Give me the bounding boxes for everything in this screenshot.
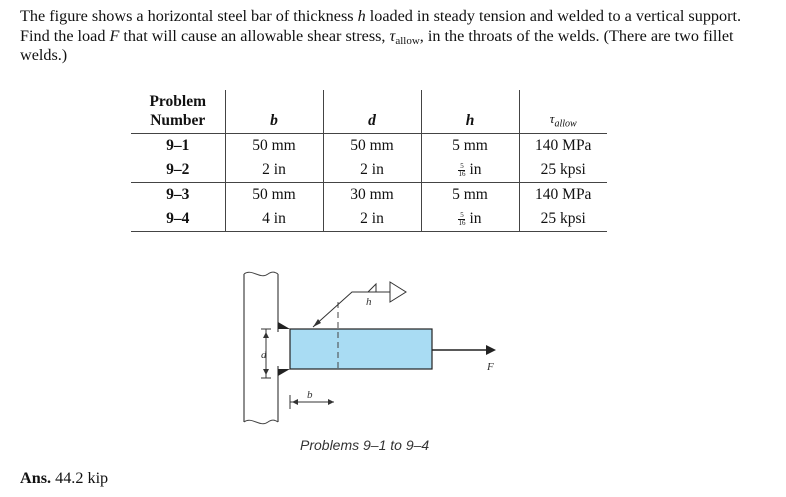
header-tau-allow — [519, 90, 607, 134]
header-tau-subscript: allow — [554, 119, 577, 130]
dimension-b-arrow-right — [328, 399, 334, 405]
tau-subscript: allow — [395, 34, 420, 47]
cell-b: 2 in — [225, 158, 323, 183]
problem-statement — [20, 7, 770, 66]
cell-tau: 25 kpsi — [519, 158, 607, 183]
cell-h: 5 mm — [421, 134, 519, 159]
answer — [20, 469, 108, 488]
label-d: d — [261, 349, 267, 361]
cell-h: 5 mm — [421, 183, 519, 208]
fillet-weld-top — [278, 322, 290, 329]
steel-bar — [290, 329, 432, 369]
problem-text-part: loaded in steady tension and welded to a vertical support. Find the load — [20, 7, 742, 45]
fillet-weld-bottom — [278, 369, 290, 376]
cell-d: 50 mm — [323, 134, 421, 159]
weld-leader-line — [313, 292, 390, 327]
header-d: d — [323, 90, 421, 134]
table-header-row — [131, 90, 607, 134]
problem-text-part: The figure shows a horizontal steel bar of thickness — [20, 7, 358, 25]
figure-caption: Problems 9–1 to 9–4 — [300, 437, 430, 453]
problem-text-part: , in the throats of the welds. (There are two fillet welds.) — [20, 26, 734, 64]
tau-symbol: τ — [389, 26, 396, 45]
weld-figure — [230, 262, 520, 437]
table-row — [131, 158, 607, 183]
fraction — [458, 163, 465, 178]
unit: in — [469, 210, 482, 227]
cell-problem-number: 9–3 — [166, 186, 190, 203]
answer-value: 44.2 kip — [55, 469, 109, 487]
wall-break-top — [244, 272, 278, 276]
label-h: h — [366, 296, 372, 308]
cell-h — [421, 158, 519, 183]
fraction-numerator: 5 — [460, 210, 464, 219]
cell-d: 30 mm — [323, 183, 421, 208]
cell-tau: 140 MPa — [519, 183, 607, 208]
force-arrow-head — [486, 345, 496, 355]
header-h: h — [421, 90, 519, 134]
cell-tau: 140 MPa — [519, 134, 607, 159]
cell-b: 4 in — [225, 207, 323, 232]
problem-text-part: that will cause an allowable shear stress, — [119, 26, 390, 45]
label-F: F — [487, 361, 494, 373]
dimension-b-arrow-left — [292, 399, 298, 405]
cell-b: 50 mm — [225, 183, 323, 208]
variable-h: h — [357, 7, 366, 25]
dimension-d-arrow-bottom — [263, 369, 269, 375]
table-row — [131, 183, 607, 208]
header-problem-number: Problem Number — [131, 90, 225, 134]
header-tau-symbol: τ — [549, 111, 555, 127]
fraction-denominator: 16 — [458, 218, 466, 227]
problem-data-table — [131, 90, 607, 232]
fraction-numerator: 5 — [460, 161, 464, 170]
cell-problem-number: 9–2 — [131, 158, 225, 183]
variable-F: F — [109, 26, 120, 45]
cell-d: 2 in — [323, 158, 421, 183]
dimension-d-arrow-top — [263, 332, 269, 338]
weld-symbol-flag — [390, 282, 406, 302]
wall-break-bottom — [244, 420, 278, 424]
cell-b: 50 mm — [225, 134, 323, 159]
weld-fillet-symbol — [368, 284, 376, 292]
weld-leader-arrowhead — [313, 319, 321, 327]
cell-tau: 25 kpsi — [519, 207, 607, 232]
table-row — [131, 207, 607, 232]
answer-label: Ans. — [20, 469, 52, 487]
cell-problem-number: 9–1 — [166, 137, 190, 154]
cell-h — [421, 207, 519, 232]
label-b: b — [307, 389, 313, 401]
cell-problem-number: 9–4 — [131, 207, 225, 232]
cell-d: 2 in — [323, 207, 421, 232]
table-row — [131, 134, 607, 159]
header-b: b — [225, 90, 323, 134]
fraction-denominator: 16 — [458, 169, 466, 178]
unit: in — [469, 161, 482, 178]
fraction — [458, 212, 465, 227]
